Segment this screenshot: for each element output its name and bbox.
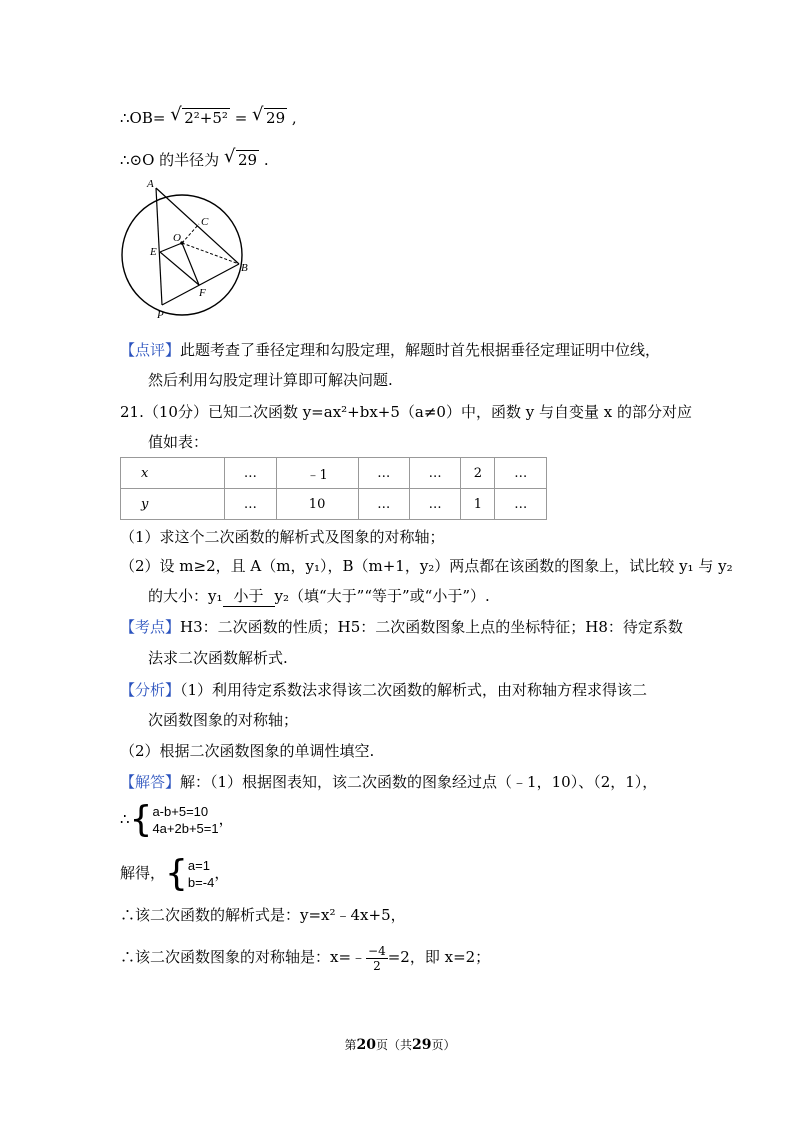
table-cell: … [409, 489, 460, 520]
footer-mid: 页（共 [375, 1038, 412, 1052]
kaodian-line1 [120, 617, 683, 637]
table-cell: y [121, 489, 225, 520]
label-o: O [173, 232, 181, 244]
fenxi-text1: （1）利用待定系数法求得该二次函数的解析式，由对称轴方程求得该二 [180, 681, 648, 699]
segment-ob [182, 243, 239, 264]
radical-icon: √ [252, 104, 264, 125]
label-c: C [201, 216, 209, 228]
label-e: E [150, 246, 157, 258]
table-cell: 10 [276, 489, 358, 520]
system-1-eqs [152, 803, 218, 837]
kaodian-text2: 法求二次函数解析式. [148, 649, 288, 667]
question-line2: 值如表： [148, 433, 209, 451]
system-1 [120, 800, 234, 838]
sqrt-ob [170, 104, 230, 128]
segment-oc [182, 224, 199, 243]
system-2-eqs [188, 857, 214, 891]
value-table [120, 457, 547, 520]
page-footer [0, 1036, 800, 1053]
table-cell: x [121, 458, 225, 489]
system-2 [120, 854, 229, 892]
part-2-line1: （2）设 m≥2，且 A（m，y₁），B（m+1，y₂）两点都在该函数的图象上，试比较 y₁ 与 y₂ [120, 557, 733, 575]
review-text2: 然后利用勾股定理计算即可解决问题. [148, 371, 393, 389]
eq-1b: 4a+2b+5=1 [152, 821, 219, 836]
radius-value: 29 [237, 151, 258, 169]
segment-ap [156, 188, 162, 305]
solve-prefix: 解得， [120, 864, 166, 882]
sys1-end: ， [218, 810, 234, 828]
axis-suffix: =2，即 x=2； [387, 948, 491, 966]
radical-icon: √ [170, 104, 182, 125]
label-a: A [147, 178, 154, 190]
ob-radicand: 2²+5² [184, 109, 228, 127]
question-line1: 21.（10分）已知二次函数 y=ax²+bx+5（a≠0）中，函数 y 与自变量 x 的部分对应 [120, 403, 692, 421]
radical-icon: √ [223, 146, 236, 167]
footer-post: 页） [431, 1038, 456, 1052]
fraction [366, 944, 388, 973]
ob-prefix: ∴OB= [120, 109, 166, 127]
brace-icon: { [165, 853, 188, 894]
ob-end: , [291, 109, 297, 127]
footer-pre: 第 [344, 1038, 357, 1052]
eq-2a: a=1 [187, 858, 210, 873]
circle-o [122, 195, 242, 315]
circle-figure [115, 175, 255, 320]
fenxi-line1 [120, 680, 647, 700]
radius-line [120, 146, 269, 170]
sys2-end: ， [214, 864, 230, 882]
segment-of [182, 243, 199, 285]
table-cell: … [409, 458, 460, 489]
jieda-text1: 解：（1）根据图表知，该二次函数的图象经过点（﹣1，10）、（2，1）， [180, 773, 658, 791]
part-1: （1）求这个二次函数的解析式及图象的对称轴； [120, 528, 445, 546]
kaodian-tag: 【考点】 [120, 618, 181, 636]
table-row [121, 489, 547, 520]
review-line1 [120, 340, 660, 360]
label-f: F [199, 287, 206, 299]
sqrt-29 [252, 104, 287, 128]
table-cell: … [495, 489, 547, 520]
fenxi-text2: 次函数图象的对称轴； [148, 711, 299, 729]
brace-icon: { [129, 799, 153, 840]
answer-blank: 小于 [223, 586, 275, 607]
therefore: ∴ [120, 810, 130, 828]
label-p: P [157, 309, 164, 320]
total-pages: 29 [412, 1037, 432, 1053]
expression-line: ∴该二次函数的解析式是：y=x²﹣4x+5， [120, 906, 406, 924]
fraction-den: 2 [373, 958, 381, 973]
segment-ab [156, 188, 239, 264]
table-cell: ﹣1 [276, 458, 358, 489]
part-2-line2 [148, 586, 490, 607]
eq-2b: b=-4 [187, 875, 215, 890]
segment-ef [160, 252, 199, 285]
radius-prefix: ∴⊙O 的半径为 [120, 151, 220, 169]
table-cell: 2 [461, 458, 495, 489]
table-row [121, 458, 547, 489]
table-cell: … [358, 458, 409, 489]
fenxi-text3: （2）根据二次函数图象的单调性填空. [120, 742, 375, 760]
sqrt-radius [223, 146, 259, 170]
fraction-num: −4 [368, 943, 386, 958]
table-cell: … [358, 489, 409, 520]
kaodian-text1: H3：二次函数的性质；H5：二次函数图象上点的坐标特征；H8：待定系数 [180, 618, 683, 636]
axis-line [120, 940, 490, 974]
ob-eq: = [234, 109, 248, 127]
table-cell: … [225, 458, 276, 489]
page-number: 20 [356, 1037, 376, 1053]
table-cell: 1 [461, 489, 495, 520]
label-b: B [241, 262, 248, 274]
review-text1: 此题考查了垂径定理和勾股定理，解题时首先根据垂径定理证明中位线， [180, 341, 661, 359]
jieda-line1 [120, 772, 657, 792]
ob-result: 29 [266, 109, 286, 127]
table-cell: … [225, 489, 276, 520]
ob-equation [120, 104, 297, 128]
axis-prefix: ∴该二次函数图象的对称轴是：x=﹣ [120, 948, 367, 966]
eq-1a: a-b+5=10 [152, 804, 209, 819]
segment-eo [160, 243, 182, 252]
part-2-prefix: 的大小：y₁ [148, 587, 223, 605]
part-2-suffix: y₂（填“大于”“等于”或“小于”）. [274, 587, 490, 605]
radius-end: . [263, 151, 269, 169]
table-cell: … [495, 458, 547, 489]
jieda-tag: 【解答】 [120, 773, 181, 791]
fenxi-tag: 【分析】 [120, 681, 181, 699]
review-tag: 【点评】 [120, 341, 181, 359]
